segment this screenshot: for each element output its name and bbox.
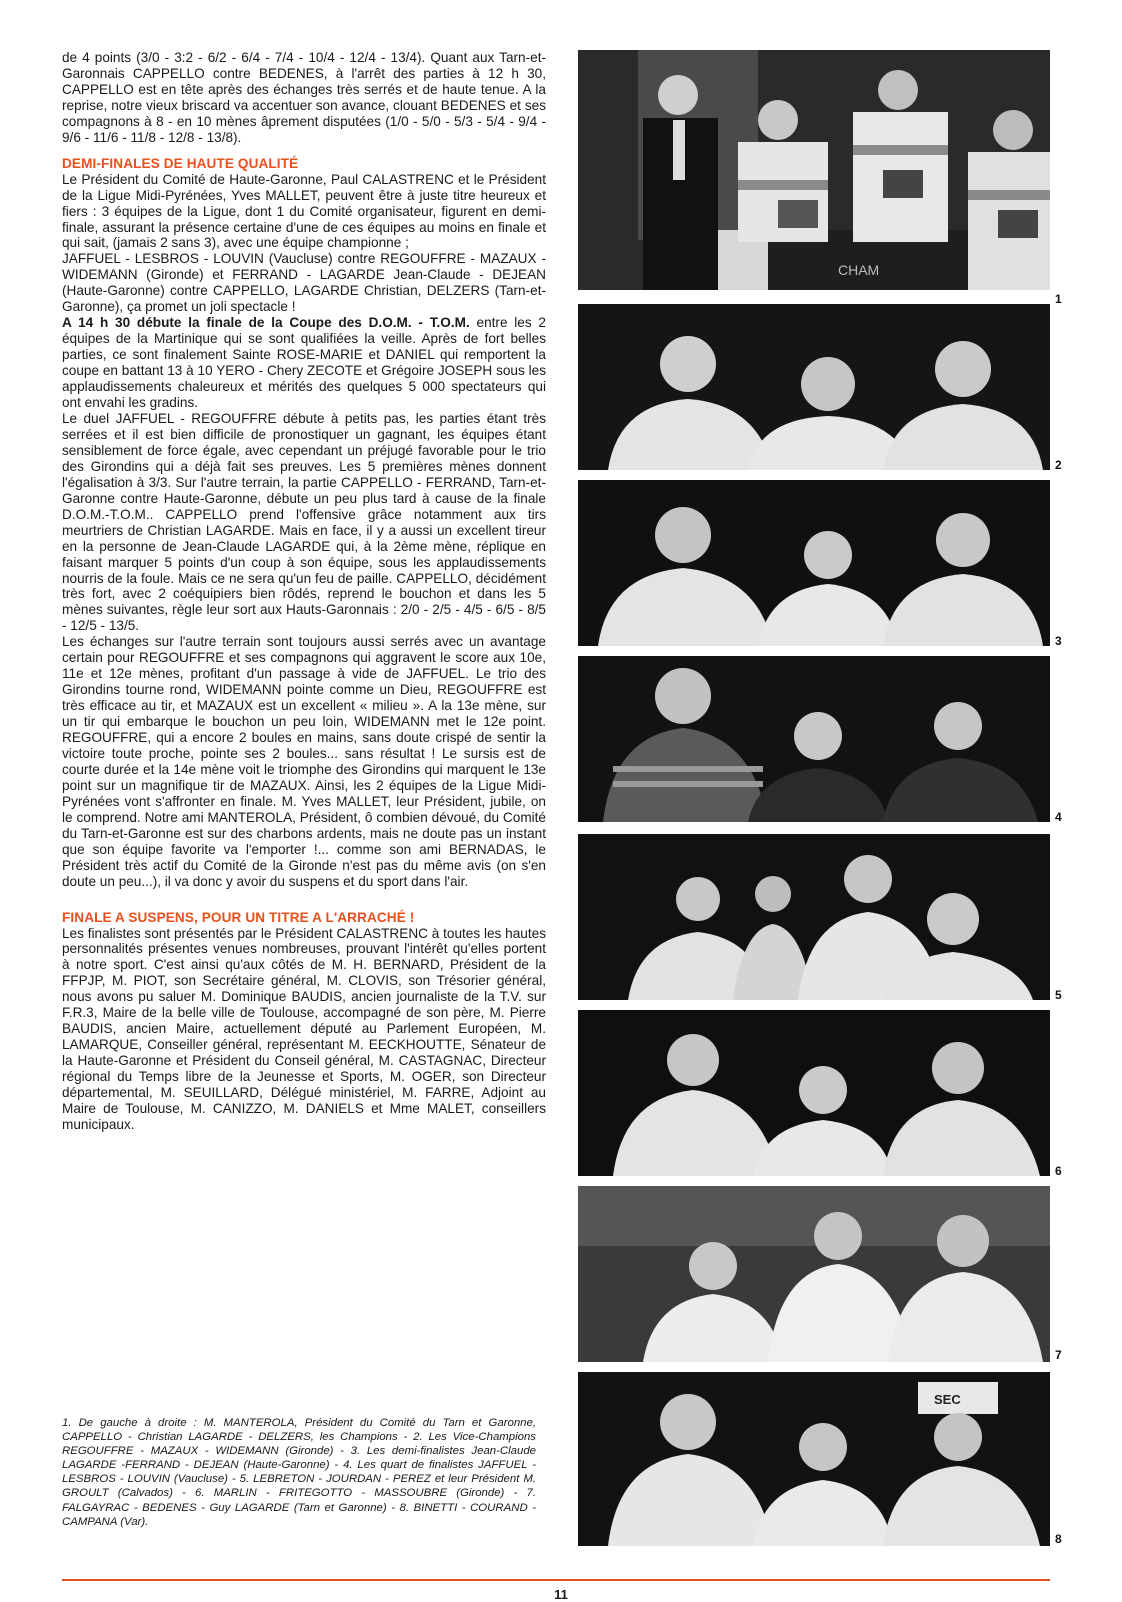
page-number: 11 bbox=[554, 1587, 568, 1602]
photo-7-image bbox=[578, 1186, 1050, 1362]
footer-rule bbox=[62, 1579, 1050, 1581]
article-paragraph: Les finalistes sont présentés par le Président CALASTRENC à toutes les hautes personnalités présentes venues nombreuses, prouvant l'intérêt qu'elles portent à notre sport. C'est ainsi qu'aux côtés de M. H. BERNARD, Président de la FFPJP, M. PIOT, son Secrétaire général, M. CLOVIS, son Trésorier général, nous avons pu saluer M. Dominique BAUDIS, ancien journaliste de la T.V. sur F.R.3, Maire de la belle ville de Toulouse, accompagné de son père, M. Pierre BAUDIS, ancien Maire, actuellement député au Parlement Européen, M. LAMARQUE, Conseiller général, représentant M. EECKHOUTTE, Sénateur de la Haute-Garonne et Président du Conseil général, M. CASTAGNAC, Directeur régional du Temps libre de la Jeunesse et Sports, M. OGER, son Directeur départemental, M. SEUILLARD, Délégué ministériel, M. FARRE, Adjoint au Maire de Toulouse, M. CANIZZO, M. DANIELS et Mme MALET, conseillers municipaux. bbox=[62, 925, 546, 1132]
photo-number: 3 bbox=[1055, 634, 1062, 648]
photo-1 bbox=[578, 50, 1050, 290]
photo-number: 2 bbox=[1055, 458, 1062, 472]
photo-number: 4 bbox=[1055, 810, 1062, 824]
photo-3 bbox=[578, 480, 1050, 646]
photo-3-image bbox=[578, 480, 1050, 646]
section-heading: FINALE A SUSPENS, POUR UN TITRE A L'ARRACHÉ ! bbox=[62, 909, 415, 925]
photo-number: 7 bbox=[1055, 1348, 1062, 1362]
bold-lead: A 14 h 30 débute la finale de la Coupe des D.O.M. - T.O.M. bbox=[62, 315, 470, 331]
article-text: entre les 2 équipes de la Martinique qui se sont qualifiées la veille. Après de fort belles parties, ce sont finalement Sainte ROSE-MARIE et DANIEL qui remportent la coupe en battant 13 à 10 YERO - Chery ZECOTE et Grégoire JOSEPH sous les applaudissements chaleureux et mérités des quelques 5 000 spectateurs qui ont envahi les gradins. bbox=[62, 315, 546, 411]
article-paragraph bbox=[62, 315, 546, 411]
banner-text: CHAM bbox=[838, 262, 880, 278]
article-paragraph: Le Président du Comité de Haute-Garonne, Paul CALASTRENC et le Président de la Ligue Midi-Pyrénées, Yves MALLET, peuvent être à juste titre heureux et fiers : 3 équipes de la Ligue, dont 1 du Comité organisateur, figurent en demi-finale, assurant la présence certaine d'une de ces équipes au moins en finale et qui sait, (jamais 2 sans 3), avec une équipe championne ; bbox=[62, 171, 546, 251]
photo-number: 1 bbox=[1055, 292, 1062, 306]
photo-6 bbox=[578, 1010, 1050, 1176]
section-heading: DEMI-FINALES DE HAUTE QUALITÉ bbox=[62, 155, 299, 171]
article-paragraph: de 4 points (3/0 - 3:2 - 6/2 - 6/4 - 7/4 - 10/4 - 12/4 - 13/4). Quant aux Tarn-et-Garonnais CAPPELLO contre BEDENES, à l'arrêt des parties à 12 h 30, CAPPELLO est en tête après des échanges très serrés et de haute tenue. A la reprise, notre vieux briscard va accentuer son avance, clouant BEDENES et ses compagnons à 8 - en 10 mènes âprement disputées (1/0 - 5/0 - 5/3 - 5/4 - 9/4 - 9/6 - 11/6 - 11/8 - 12/8 - 13/8). bbox=[62, 50, 546, 145]
photo-caption bbox=[62, 1416, 536, 1529]
photo-7 bbox=[578, 1186, 1050, 1362]
photo-1-image bbox=[578, 50, 1050, 290]
photo-4 bbox=[578, 656, 1050, 822]
article-column bbox=[62, 50, 546, 1133]
cap-text: SEC bbox=[934, 1392, 961, 1407]
photo-number: 5 bbox=[1055, 988, 1062, 1002]
photo-8 bbox=[578, 1372, 1050, 1546]
caption-text: 1. De gauche à droite : M. MANTEROLA, Président du Comité du Tarn et Garonne, CAPPELLO - Christian LAGARDE - DELZERS, les Champions - 2. Les Vice-Champions REGOUFFRE - MAZAUX - WIDEMANN (Gironde) - 3. Les demi-finalistes Jean-Claude LAGARDE -FERRAND - DEJEAN (Haute-Garonne) - 4. Les quart de finalistes JAFFUEL - LESBROS - LOUVIN (Vaucluse) - 5. LEBRETON - JOURDAN - PEREZ et leur Président M. GROULT (Calvados) - 6. MARLIN - FRITEGOTTO - MASSOUBRE (Gironde) - 7. FALGAYRAC - BEDENES - Guy LAGARDE (Tarn et Garonne) - 8. BINETTI - COURAND - CAMPANA (Var). bbox=[62, 1417, 536, 1528]
photo-4-image bbox=[578, 656, 1050, 822]
photo-6-image bbox=[578, 1010, 1050, 1176]
photo-number: 8 bbox=[1055, 1532, 1062, 1546]
article-paragraph: JAFFUEL - LESBROS - LOUVIN (Vaucluse) contre REGOUFFRE - MAZAUX - WIDEMANN (Gironde) et FERRAND - LAGARDE Jean-Claude - DEJEAN (Haute-Garonne) contre CAPPELLO, LAGARDE Christian, DELZERS (Tarn-et-Garonne), ça promet un joli spectacle ! bbox=[62, 251, 546, 315]
article-paragraph: Le duel JAFFUEL - REGOUFFRE débute à petits pas, les parties étant très serrées et il est bien difficile de pronostiquer un gagnant, les équipes étant sensiblement de force égale, avec cependant un préjugé favorable pour le trio des Girondins qui a déjà fait ses preuves. Les 5 premières mènes donnent l'égalisation à 3/3. Sur l'autre terrain, la partie CAPPELLO - FERRAND, Tarn-et-Garonne contre Haute-Garonne, débute un peu plus tard à cause de la finale D.O.M.-T.O.M.. CAPPELLO prend l'offensive grâce notamment aux tirs meurtriers de Christian LAGARDE. Mais en face, il y a aussi un excellent tireur en la personne de Jean-Claude LAGARDE qui, à la 2ème mène, réplique en faisant marquer 5 points d'un coup à son équipe, sous les applaudissements nourris de la foule. Mais ce ne sera qu'un feu de paille. CAPPELLO, décidément très fort, avec 2 coéquipiers bien rôdés, reprend le bouchon et dans les 5 mènes suivantes, règle leur sort aux Hauts-Garonnais : 2/0 - 2/5 - 4/5 - 6/5 - 8/5 - 12/5 - 13/5. bbox=[62, 410, 546, 634]
photo-8-image bbox=[578, 1372, 1050, 1546]
photo-5-image bbox=[578, 834, 1050, 1000]
article-paragraph: Les échanges sur l'autre terrain sont toujours aussi serrés avec un avantage certain pour REGOUFFRE et ses compagnons qui aggravent le score aux 10e, 11e et 12e mènes, profitant d'un passage à vide de JAFFUEL. Le trio des Girondins tourne rond, WIDEMANN pointe comme un Dieu, REGOUFFRE est très efficace au tir, et MAZAUX est un excellent « milieu ». A la 13e mène, sur un tir qui embarque le bouchon un peu loin, WIDEMANN met le 12e point. REGOUFFRE, qui a encore 2 boules en mains, sans doute crispé de sentir la victoire toute proche, pointe ses 2 boules... sans résultat ! Le sursis est de courte durée et la 14e mène voit le triomphe des Girondins qui marquent le 13e point sur un magnifique tir de MAZAUX. Ainsi, les 2 équipes de la Ligue Midi-Pyrénées vont s'affronter en finale. M. Yves MALLET, leur Président, jubile, on le comprend. Notre ami MANTEROLA, Président, ô combien dévoué, du Comité du Tarn-et-Garonne est sur des charbons ardents, mais ne doute pas un instant que son équipe favorite va l'emporter !... comme son ami BERNADAS, le Président très actif du Comité de la Gironde n'est pas du même avis (on s'en doute un peu...), il va donc y avoir du suspens et du sport dans l'air. bbox=[62, 634, 546, 889]
photo-2 bbox=[578, 304, 1050, 470]
photo-5 bbox=[578, 834, 1050, 1000]
photo-number: 6 bbox=[1055, 1164, 1062, 1178]
photo-2-image bbox=[578, 304, 1050, 470]
